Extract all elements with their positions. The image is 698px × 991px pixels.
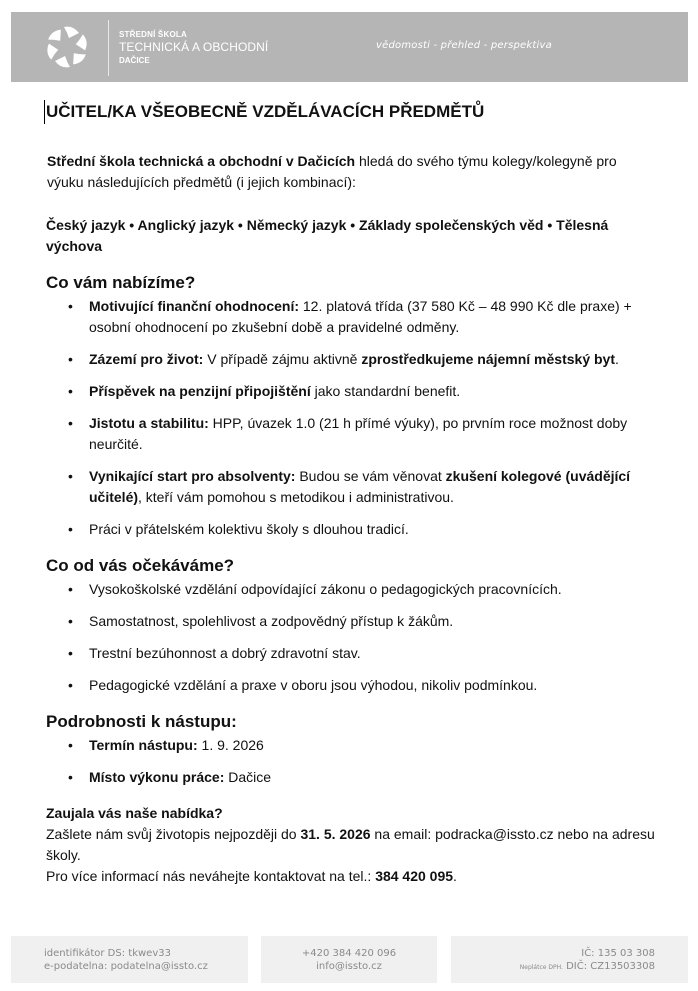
footer-dic-line xyxy=(520,960,655,974)
cta-heading-text: Zaujala vás naše nabídka? xyxy=(46,805,223,821)
offer-item-label: Zázemí pro život: xyxy=(89,351,204,367)
start-date-item xyxy=(89,735,656,756)
document-body xyxy=(46,100,656,887)
expect-item: • Trestní bezúhonnost a dobrý zdravotní stav. xyxy=(89,643,656,664)
offer-item-text-end: , kteří vám pomohou s metodikou i administrativou. xyxy=(138,489,454,505)
offer-item-salary xyxy=(89,296,656,338)
offer-item-label: Motivující finanční ohodnocení: xyxy=(89,298,299,314)
start-date-label: Termín nástupu: xyxy=(89,737,198,753)
cta-period: . xyxy=(453,868,457,884)
footer-phone[interactable]: +420 384 420 096 xyxy=(301,948,397,959)
offer-item-text: HPP, úvazek 1.0 (21 h přímé výuky), po prvním roce možnost doby neurčité. xyxy=(89,415,628,452)
workplace-label: Místo výkonu práce: xyxy=(89,769,225,785)
offer-list xyxy=(46,296,656,540)
expect-list xyxy=(46,579,656,696)
expect-item: • Vysokoškolské vzdělání odpovídající zákonu o pedagogických pracovnících. xyxy=(89,579,656,600)
cta-text: Zašlete nám svůj životopis nejpozději do xyxy=(46,826,301,842)
offer-item-stability xyxy=(89,413,656,455)
offer-item-text: Budou se vám věnovat xyxy=(295,468,446,484)
cta-line1 xyxy=(46,824,656,866)
call-to-action xyxy=(46,803,656,887)
footer-email[interactable]: info@issto.cz xyxy=(316,961,382,972)
school-motto: vědomosti - přehled - perspektiva xyxy=(376,40,552,51)
cta-email-text[interactable]: na email: podracka@issto.cz nebo na adresu školy. xyxy=(46,826,655,863)
start-heading: Podrobnosti k nástupu: xyxy=(46,712,237,731)
intro-text: hledá do svého týmu kolegy/kolegyně pro výuku následujících předmětů (i jejich kombinací): xyxy=(47,153,617,190)
offer-item-housing xyxy=(89,349,656,370)
footer-contact xyxy=(261,936,437,983)
school-name-line1: STŘEDNÍ ŠKOLA xyxy=(119,30,187,39)
start-details-list xyxy=(46,735,656,788)
contact-phone[interactable]: 384 420 095 xyxy=(375,868,454,884)
footer-epodatelna[interactable]: e-podatelna: podatelna@issto.cz xyxy=(44,961,208,972)
cta-line2 xyxy=(46,866,656,887)
offer-item-text: jako standardní benefit. xyxy=(310,383,461,399)
subjects-list: Český jazyk • Anglický jazyk • Německý jazyk • Základy společenských věd • Tělesná výchova xyxy=(46,217,609,254)
workplace-value: Dačice xyxy=(224,769,272,785)
expect-item: • Samostatnost, spolehlivost a zodpovědný přístup k žákům. xyxy=(89,611,656,632)
start-date-value: 1. 9. 2026 xyxy=(197,737,264,753)
offer-item-highlight: zkušení kolegové (uvádějící učitelé) xyxy=(89,468,631,505)
school-name-line3: DAČICE xyxy=(119,56,150,65)
offer-item-highlight: zprostředkujeme nájemní městský byt xyxy=(361,351,615,367)
offer-heading: Co vám nabízíme? xyxy=(46,273,196,292)
cta-contact-text: Pro více informací nás neváhejte kontaktovat na tel.: xyxy=(46,868,376,884)
page-title[interactable]: UČITEL/KA VŠEOBECNĚ VZDĚLÁVACÍCH PŘEDMĚTŮ xyxy=(44,100,656,124)
offer-item-label: Jistotu a stabilitu: xyxy=(89,415,209,431)
footer-dic: DIČ: CZ13503308 xyxy=(562,961,655,972)
offer-item-text: Práci v přátelském kolektivu školy s dlouhou tradicí. xyxy=(89,521,409,537)
letterhead-header xyxy=(11,12,688,82)
offer-item-text: 12. platová třída (37 580 Kč – 48 990 Kč dle praxe) + osobní ohodnocení po zkušební době a pravidelné odměny. xyxy=(89,298,632,335)
footer-vat-note: Neplátce DPH. xyxy=(519,964,563,971)
offer-item-label: Příspěvek na penzijní připojištění xyxy=(89,383,311,399)
footer-databox xyxy=(11,936,248,983)
offer-item-graduates xyxy=(89,466,656,508)
footer-company-ids xyxy=(451,936,688,983)
offer-item-pension xyxy=(89,381,656,402)
offer-item-team xyxy=(89,519,656,540)
school-name xyxy=(119,30,268,66)
intro-school-name: Střední škola technická a obchodní v Dačicích xyxy=(47,153,356,169)
footer-ds-id: identifikátor DS: tkwev33 xyxy=(44,948,171,959)
logo-divider xyxy=(108,20,109,76)
intro-paragraph xyxy=(46,151,656,193)
workplace-item xyxy=(89,767,656,788)
offer-item-text: V případě zájmu aktivně xyxy=(203,351,362,367)
school-name-line2: TECHNICKÁ A OBCHODNÍ xyxy=(119,40,269,54)
offer-item-label: Vynikající start pro absolventy: xyxy=(89,468,296,484)
expect-heading: Co od vás očekáváme? xyxy=(46,556,235,575)
offer-item-text-end: . xyxy=(615,351,619,367)
application-deadline: 31. 5. 2026 xyxy=(300,826,371,842)
expect-item: • Pedagogické vzdělání a praxe v oboru jsou výhodou, nikoliv podmínkou. xyxy=(89,675,656,696)
star-flower-logo-icon xyxy=(44,24,90,70)
footer-ic: IČ: 135 03 308 xyxy=(581,948,655,959)
cta-heading xyxy=(46,803,656,824)
